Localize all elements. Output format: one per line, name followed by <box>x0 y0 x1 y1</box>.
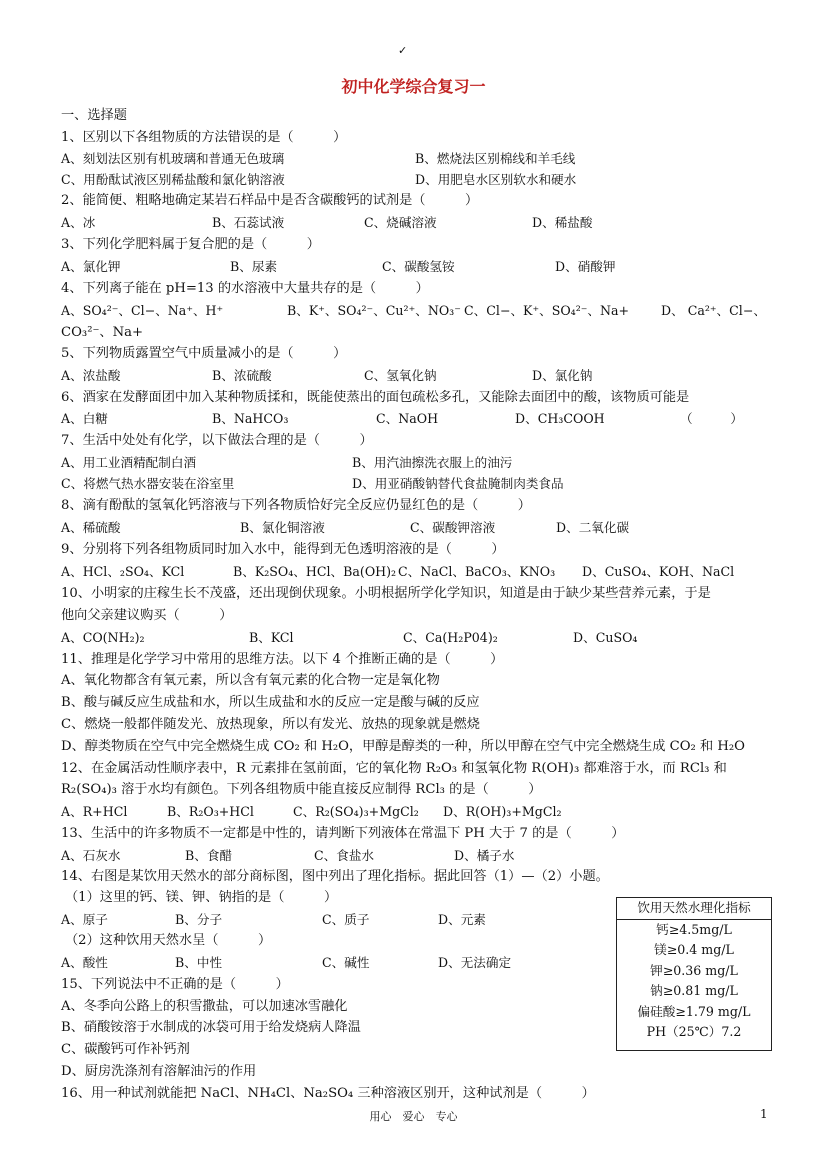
answer-option: D、橘子水 <box>454 848 515 863</box>
question-text: CO₃²⁻、Na+ <box>61 325 144 340</box>
footer-motto: 用心 爱心 专心 <box>369 1110 458 1123</box>
water-label-table <box>616 897 772 1051</box>
check-mark: ✓ <box>398 44 408 57</box>
answer-option: B、氯化铜溶液 <box>240 520 325 535</box>
question-text: （1）这里的钙、镁、钾、钠指的是（ ） <box>65 890 338 905</box>
question-text: B、酸与碱反应生成盐和水，所以生成盐和水的反应一定是酸与碱的反应 <box>61 695 480 710</box>
question-text: 1、区别以下各组物质的方法错误的是（ ） <box>61 130 347 145</box>
answer-option: B、K₂SO₄、HCl、Ba(OH)₂ <box>233 564 397 579</box>
answer-option: D、 Ca²⁺、Cl−、 <box>661 303 766 318</box>
answer-option: D、CuSO₄、KOH、NaCl <box>582 564 735 579</box>
answer-option: C、Cl−、K⁺、SO₄²⁻、Na+ <box>464 303 630 318</box>
answer-option: D、元素 <box>438 912 486 927</box>
question-text: 4、下列离子能在 pH=13 的水溶液中大量共存的是（ ） <box>61 281 429 296</box>
answer-option: C、NaCl、BaCO₃、KNO₃ <box>398 564 556 579</box>
answer-option: B、R₂O₃+HCl <box>167 804 254 819</box>
section-heading: 一、选择题 <box>61 108 127 123</box>
page-number: 1 <box>760 1107 768 1121</box>
question-text: A、氧化物都含有氧元素，所以含有氧元素的化合物一定是氧化物 <box>61 673 440 688</box>
question-text: 8、滴有酚酞的氢氧化钙溶液与下列各物质恰好完全反应仍显红色的是（ ） <box>61 498 531 513</box>
answer-option: C、碳酸氢铵 <box>382 259 455 274</box>
answer-option: B、尿素 <box>230 259 278 274</box>
label-row: 偏硅酸≥1.79 mg/L <box>637 1003 751 1019</box>
answer-option: B、浓硫酸 <box>212 368 272 383</box>
question-text: 14、右图是某饮用天然水的部分商标图，图中列出了理化指标。据此回答（1）—（2）小题。 <box>61 869 609 884</box>
question-text: R₂(SO₄)₃ 溶于水均有颜色。下列各组物质中能直接反应制得 RCl₃ 的是（ ） <box>61 782 542 797</box>
answer-option: A、冰 <box>61 215 96 230</box>
answer-option: B、用汽油擦洗衣服上的油污 <box>352 455 513 470</box>
question-text: 13、生活中的许多物质不一定都是中性的，请判断下列液体在常温下 PH 大于 7 的是（ ） <box>61 826 625 841</box>
answer-option: C、将燃气热水器安装在浴室里 <box>61 476 235 491</box>
answer-option: C、质子 <box>322 912 370 927</box>
question-text: D、醇类物质在空气中完全燃烧生成 CO₂ 和 H₂O，甲醇是醇类的一种，所以甲醇在空气中完全燃烧生成 CO₂ 和 H₂O <box>61 739 745 754</box>
question-text: 15、下列说法中不正确的是（ ） <box>61 977 289 992</box>
answer-option: D、氯化钠 <box>532 368 593 383</box>
question-text: 9、分别将下列各组物质同时加入水中，能得到无色透明溶液的是（ ） <box>61 542 505 557</box>
answer-option: B、石蕊试液 <box>212 215 285 230</box>
answer-option: A、刻划法区别有机玻璃和普通无色玻璃 <box>61 151 285 166</box>
label-row: 钙≥4.5mg/L <box>656 921 732 937</box>
question-text: C、燃烧一般都伴随发光、放热现象，所以有发光、放热的现象就是燃烧 <box>61 717 480 732</box>
answer-option: A、用工业酒精配制白酒 <box>61 455 197 470</box>
answer-option: C、碳酸钾溶液 <box>410 520 496 535</box>
answer-option: A、CO(NH₂)₂ <box>61 630 145 645</box>
answer-option: A、浓盐酸 <box>61 368 121 383</box>
answer-option: A、酸性 <box>61 955 108 970</box>
answer-option: D、硝酸钾 <box>555 259 616 274</box>
answer-option: B、K⁺、SO₄²⁻、Cu²⁺、NO₃⁻ <box>287 303 461 318</box>
answer-option: A、石灰水 <box>61 848 121 863</box>
answer-option: A、稀硫酸 <box>61 520 121 535</box>
answer-option: A、HCl、₂SO₄、KCl <box>61 564 185 579</box>
question-text: C、碳酸钙可作补钙剂 <box>61 1042 190 1057</box>
question-text: 7、生活中处处有化学，以下做法合理的是（ ） <box>61 433 373 448</box>
answer-option: B、中性 <box>175 955 223 970</box>
answer-option: C、R₂(SO₄)₃+MgCl₂ <box>293 804 419 819</box>
question-text: 11、推理是化学学习中常用的思维方法。以下 4 个推断正确的是（ ） <box>61 652 504 667</box>
answer-option: D、稀盐酸 <box>532 215 593 230</box>
answer-option: C、碱性 <box>322 955 370 970</box>
answer-option: B、分子 <box>175 912 223 927</box>
answer-option: D、CH₃COOH <box>515 411 605 426</box>
answer-option: B、食醋 <box>185 848 233 863</box>
label-row: PH（25℃）7.2 <box>646 1024 742 1039</box>
question-text: （2）这种饮用天然水呈（ ） <box>65 933 272 948</box>
question-text: A、冬季向公路上的积雪撒盐，可以加速冰雪融化 <box>61 999 348 1014</box>
answer-option: D、R(OH)₃+MgCl₂ <box>443 804 562 819</box>
answer-option: C、用酚酞试液区别稀盐酸和氯化钠溶液 <box>61 172 285 187</box>
question-text: 5、下列物质露置空气中质量减小的是（ ） <box>61 346 347 361</box>
answer-option: B、燃烧法区别棉线和羊毛线 <box>415 151 576 166</box>
answer-option: A、R+HCl <box>61 804 128 819</box>
label-row: 钾≥0.36 mg/L <box>650 962 738 978</box>
label-table-title: 饮用天然水理化指标 <box>617 898 771 920</box>
answer-option: C、烧碱溶液 <box>364 215 437 230</box>
question-text: 3、下列化学肥料属于复合肥的是（ ） <box>61 237 320 252</box>
label-row: 镁≥0.4 mg/L <box>654 942 734 957</box>
answer-option: A、原子 <box>61 912 108 927</box>
question-text: 12、在金属活动性顺序表中，R 元素排在氢前面，它的氧化物 R₂O₃ 和氢氧化物 R(OH)₃ 都难溶于水，而 RCl₃ 和 <box>61 761 727 776</box>
question-text: 16、用一种试剂就能把 NaCl、NH₄Cl、Na₂SO₄ 三种溶液区别开，这种试剂是（ ） <box>61 1086 595 1101</box>
question-text: D、厨房洗涤剂有溶解油污的作用 <box>61 1064 257 1079</box>
page-title: 初中化学综合复习一 <box>341 77 486 96</box>
answer-option: C、Ca(H₂P04)₂ <box>403 630 498 645</box>
answer-option: D、无法确定 <box>438 955 512 970</box>
answer-option: A、氯化钾 <box>61 259 121 274</box>
question-text: 2、能简便、粗略地确定某岩石样品中是否含碳酸钙的试剂是（ ） <box>61 193 479 208</box>
question-text: 6、酒家在发酵面团中加入某种物质揉和，既能使蒸出的面包疏松多孔，又能除去面团中的酸，该物质可能是 <box>61 390 690 405</box>
answer-option: D、用肥皂水区别软水和硬水 <box>415 172 577 187</box>
question-text: 10、小明家的庄稼生长不茂盛，还出现倒伏现象。小明根据所学化学知识，知道是由于缺少某些营养元素，于是 <box>61 586 711 601</box>
answer-option: B、KCl <box>249 630 294 645</box>
answer-option: D、CuSO₄ <box>573 630 638 645</box>
answer-option: D、二氧化碳 <box>556 520 630 535</box>
answer-option: C、氢氧化钠 <box>364 368 437 383</box>
question-text: 他向父亲建议购买（ ） <box>61 608 233 623</box>
answer-option: A、白糖 <box>61 411 108 426</box>
answer-option: D、用亚硝酸钠替代食盐腌制肉类食品 <box>352 476 564 491</box>
label-row: 钠≥0.81 mg/L <box>650 983 738 998</box>
answer-option: （ ） <box>680 411 743 426</box>
answer-option: C、食盐水 <box>314 848 375 863</box>
question-text: B、硝酸铵溶于水制成的冰袋可用于给发烧病人降温 <box>61 1020 361 1035</box>
answer-option: B、NaHCO₃ <box>212 411 289 426</box>
answer-option: C、NaOH <box>376 411 439 426</box>
answer-option: A、SO₄²⁻、Cl−、Na⁺、H⁺ <box>61 303 224 318</box>
